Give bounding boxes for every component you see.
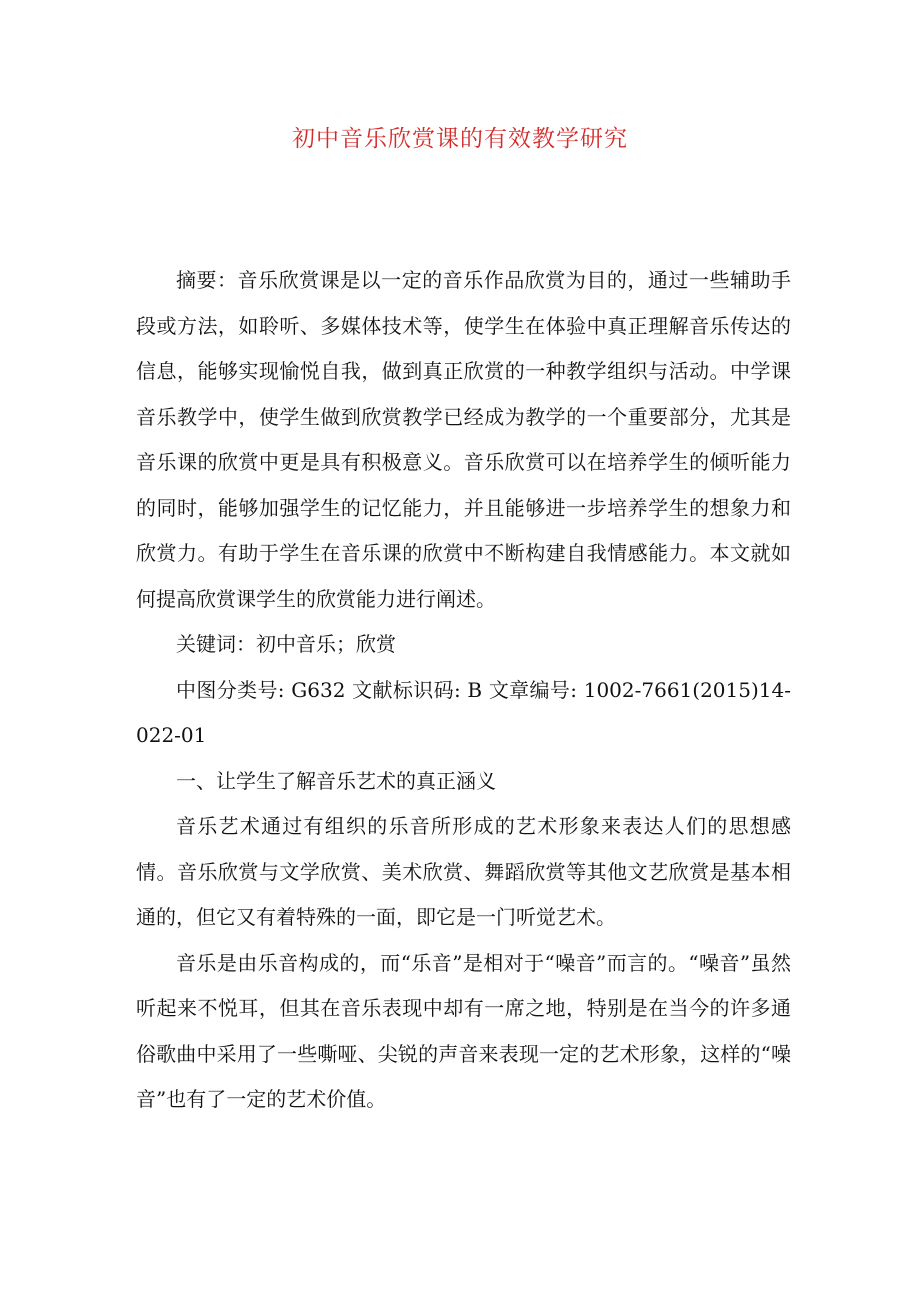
classification-line: 中图分类号: G632 文献标识码: B 文章编号: 1002-7661(2015)14-022-01 xyxy=(136,677,791,747)
abstract-paragraph: 摘要：音乐欣赏课是以一定的音乐作品欣赏为目的，通过一些辅助手段或方法，如聆听、多媒体技术等，使学生在体验中真正理解音乐传达的信息，能够实现愉悦自我，做到真正欣赏的一种教学组织与活动。中学课音乐教学中，使学生做到欣赏教学已经成为教学的一个重要部分，尤其是音乐课的欣赏中更是具有积极意义。音乐欣赏可以在培养学生的倾听能力的同时，能够加强学生的记忆能力，并且能够进一步培养学生的想象力和欣赏力。有助于学生在音乐课的欣赏中不断构建自我情感能力。本文就如何提高欣赏课学生的欣赏能力进行阐述。 xyxy=(136,268,791,611)
document-body xyxy=(136,258,791,1123)
section-heading: 一、让学生了解音乐艺术的真正涵义 xyxy=(176,768,496,793)
document-title: 初中音乐欣赏课的有效教学研究 xyxy=(292,126,628,152)
body-paragraph: 音乐艺术通过有组织的乐音所形成的艺术形象来表达人们的思想感情。音乐欣赏与文学欣赏、美术欣赏、舞蹈欣赏等其他文艺欣赏是基本相通的，但它又有着特殊的一面，即它是一门听觉艺术。 xyxy=(136,814,791,929)
keywords-line: 关键词：初中音乐；欣赏 xyxy=(176,632,396,656)
body-paragraph: 音乐是由乐音构成的，而“乐音”是相对于“噪音”而言的。“噪音”虽然听起来不悦耳，但其在音乐表现中却有一席之地，特别是在当今的许多通俗歌曲中采用了一些嘶哑、尖锐的声音来表现一定的艺术形象，这样的“噪音”也有了一定的艺术价值。 xyxy=(136,950,791,1111)
